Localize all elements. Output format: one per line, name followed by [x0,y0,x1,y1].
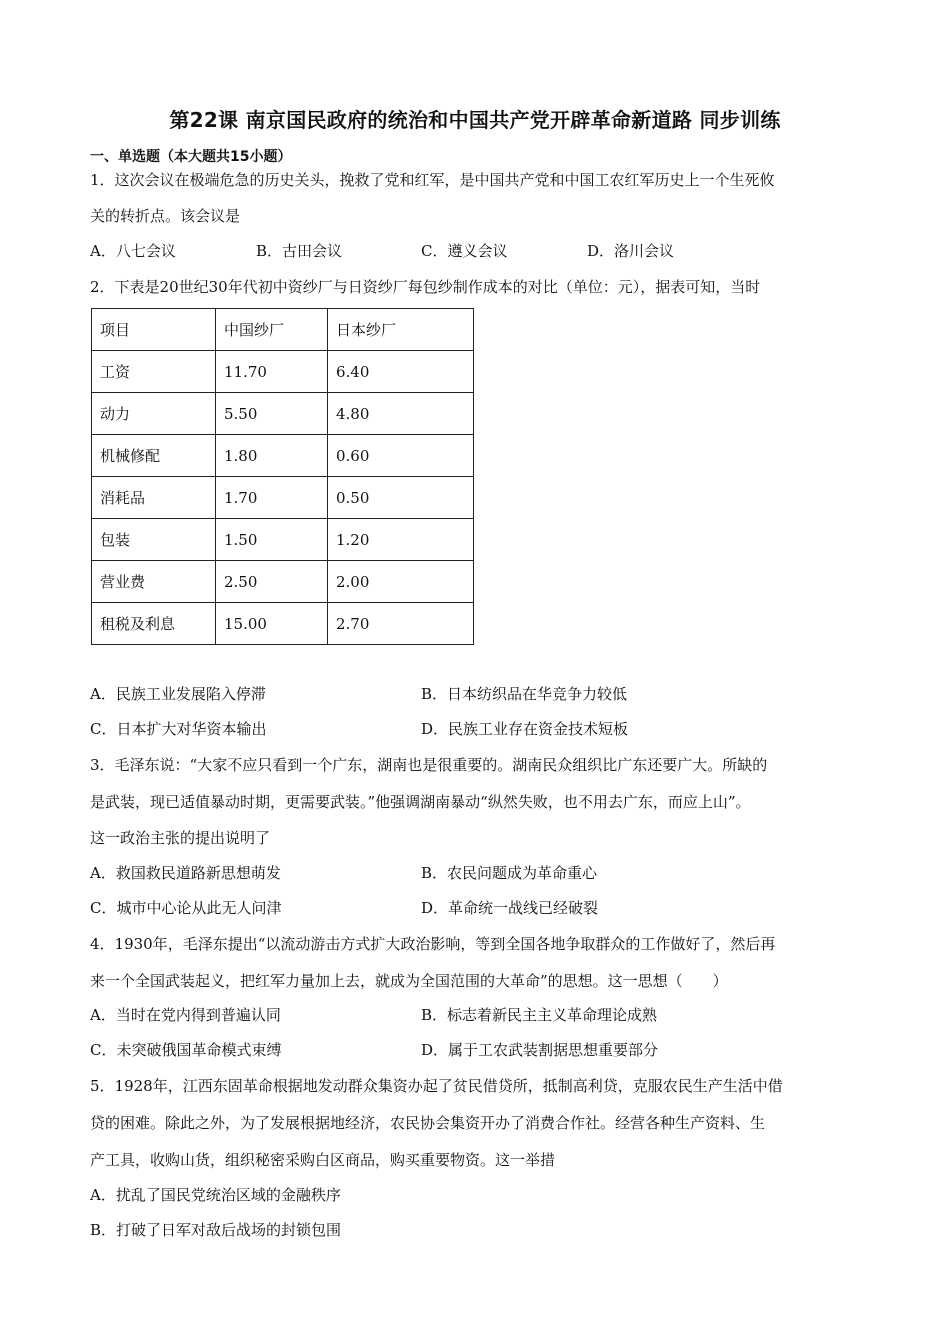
question-stem-line: 2．下表是20世纪30年代初中资纱厂与日资纱厂每包纱制作成本的对比（单位：元），据表可知，当时 [90,278,761,296]
option-c[interactable]: C．未突破俄国革命模式束缚 [90,1041,282,1059]
table-row [92,435,474,477]
table-cell: 1.20 [328,519,474,561]
option-d[interactable]: D．属于工农武装割据思想重要部分 [421,1041,659,1059]
table-cell: 15.00 [216,603,328,645]
table-cell: 工资 [92,351,216,393]
option-b[interactable]: B．标志着新民主主义革命理论成熟 [421,1006,658,1024]
table-cell: 0.50 [328,477,474,519]
question-stem-line: 是武装，现已适值暴动时期，更需要武装。”他强调湖南暴动“纵然失败，也不用去广东，而应上山”。 [90,793,751,811]
table-cell: 5.50 [216,393,328,435]
table-row [92,561,474,603]
table-row [92,477,474,519]
question-stem-line: 贷的困难。除此之外，为了发展根据地经济，农民协会集资开办了消费合作社。经营各种生产资料、生 [90,1114,766,1132]
question-stem-line: 产工具，收购山货，组织秘密采购白区商品，购买重要物资。这一举措 [90,1151,556,1169]
table-cell: 包装 [92,519,216,561]
table-cell: 动力 [92,393,216,435]
option-b[interactable]: B．打破了日军对敌后战场的封锁包围 [90,1221,342,1239]
table-cell: 2.70 [328,603,474,645]
option-a[interactable]: A．救国救民道路新思想萌发 [90,864,281,882]
table-cell: 11.70 [216,351,328,393]
table-cell: 机械修配 [92,435,216,477]
option-c[interactable]: C．日本扩大对华资本输出 [90,720,267,738]
table-cell: 租税及利息 [92,603,216,645]
table-header-row [92,309,474,351]
question-stem-line: 3．毛泽东说：“大家不应只看到一个广东，湖南也是很重要的。湖南民众组织比广东还要广大。所缺的 [90,756,768,774]
option-d[interactable]: D．洛川会议 [587,242,675,260]
table-row [92,519,474,561]
option-b[interactable]: B．日本纺织品在华竞争力较低 [421,685,628,703]
table-row [92,393,474,435]
option-a[interactable]: A．民族工业发展陷入停滞 [90,685,266,703]
option-a[interactable]: A．八七会议 [90,242,176,260]
table-cell: 消耗品 [92,477,216,519]
option-b[interactable]: B．古田会议 [256,242,343,260]
option-c[interactable]: C．城市中心论从此无人问津 [90,899,282,917]
table-header-cell: 日本纱厂 [328,309,474,351]
option-a[interactable]: A．扰乱了国民党统治区域的金融秩序 [90,1186,341,1204]
table-cell: 2.50 [216,561,328,603]
table-cell: 营业费 [92,561,216,603]
table-header-cell: 项目 [92,309,216,351]
table-cell: 1.50 [216,519,328,561]
question-stem-line: 4．1930年，毛泽东提出“以流动游击方式扩大政治影响，等到全国各地争取群众的工作做好了，然后再 [90,935,776,953]
option-b[interactable]: B．农民问题成为革命重心 [421,864,598,882]
option-a[interactable]: A．当时在党内得到普遍认同 [90,1006,281,1024]
table-row [92,603,474,645]
question-stem-line: 这一政治主张的提出说明了 [90,829,271,847]
table-cell: 1.80 [216,435,328,477]
option-d[interactable]: D．革命统一战线已经破裂 [421,899,599,917]
question-stem-line: 来一个全国武装起义，把红军力量加上去，就成为全国范围的大革命”的思想。这一思想（ ） [90,972,728,990]
option-d[interactable]: D．民族工业存在资金技术短板 [421,720,629,738]
table-header-cell: 中国纱厂 [216,309,328,351]
table-cell: 6.40 [328,351,474,393]
option-c[interactable]: C．遵义会议 [421,242,508,260]
table-cell: 4.80 [328,393,474,435]
table-cell: 1.70 [216,477,328,519]
table-row [92,351,474,393]
question-stem-line: 5．1928年，江西东固革命根据地发动群众集资办起了贫民借贷所，抵制高利贷，克服农民生产生活中借 [90,1077,783,1095]
table-cell: 2.00 [328,561,474,603]
question-stem-line: 关的转折点。该会议是 [90,207,241,225]
section-heading: 一、单选题（本大题共15小题） [90,149,292,165]
question-stem-line: 1．这次会议在极端危急的历史关头，挽救了党和红军，是中国共产党和中国工农红军历史上一个生死攸 [90,171,775,189]
cost-comparison-table [91,308,474,645]
document-title: 第22课 南京国民政府的统治和中国共产党开辟革命新道路 同步训练 [169,108,781,132]
table-cell: 0.60 [328,435,474,477]
